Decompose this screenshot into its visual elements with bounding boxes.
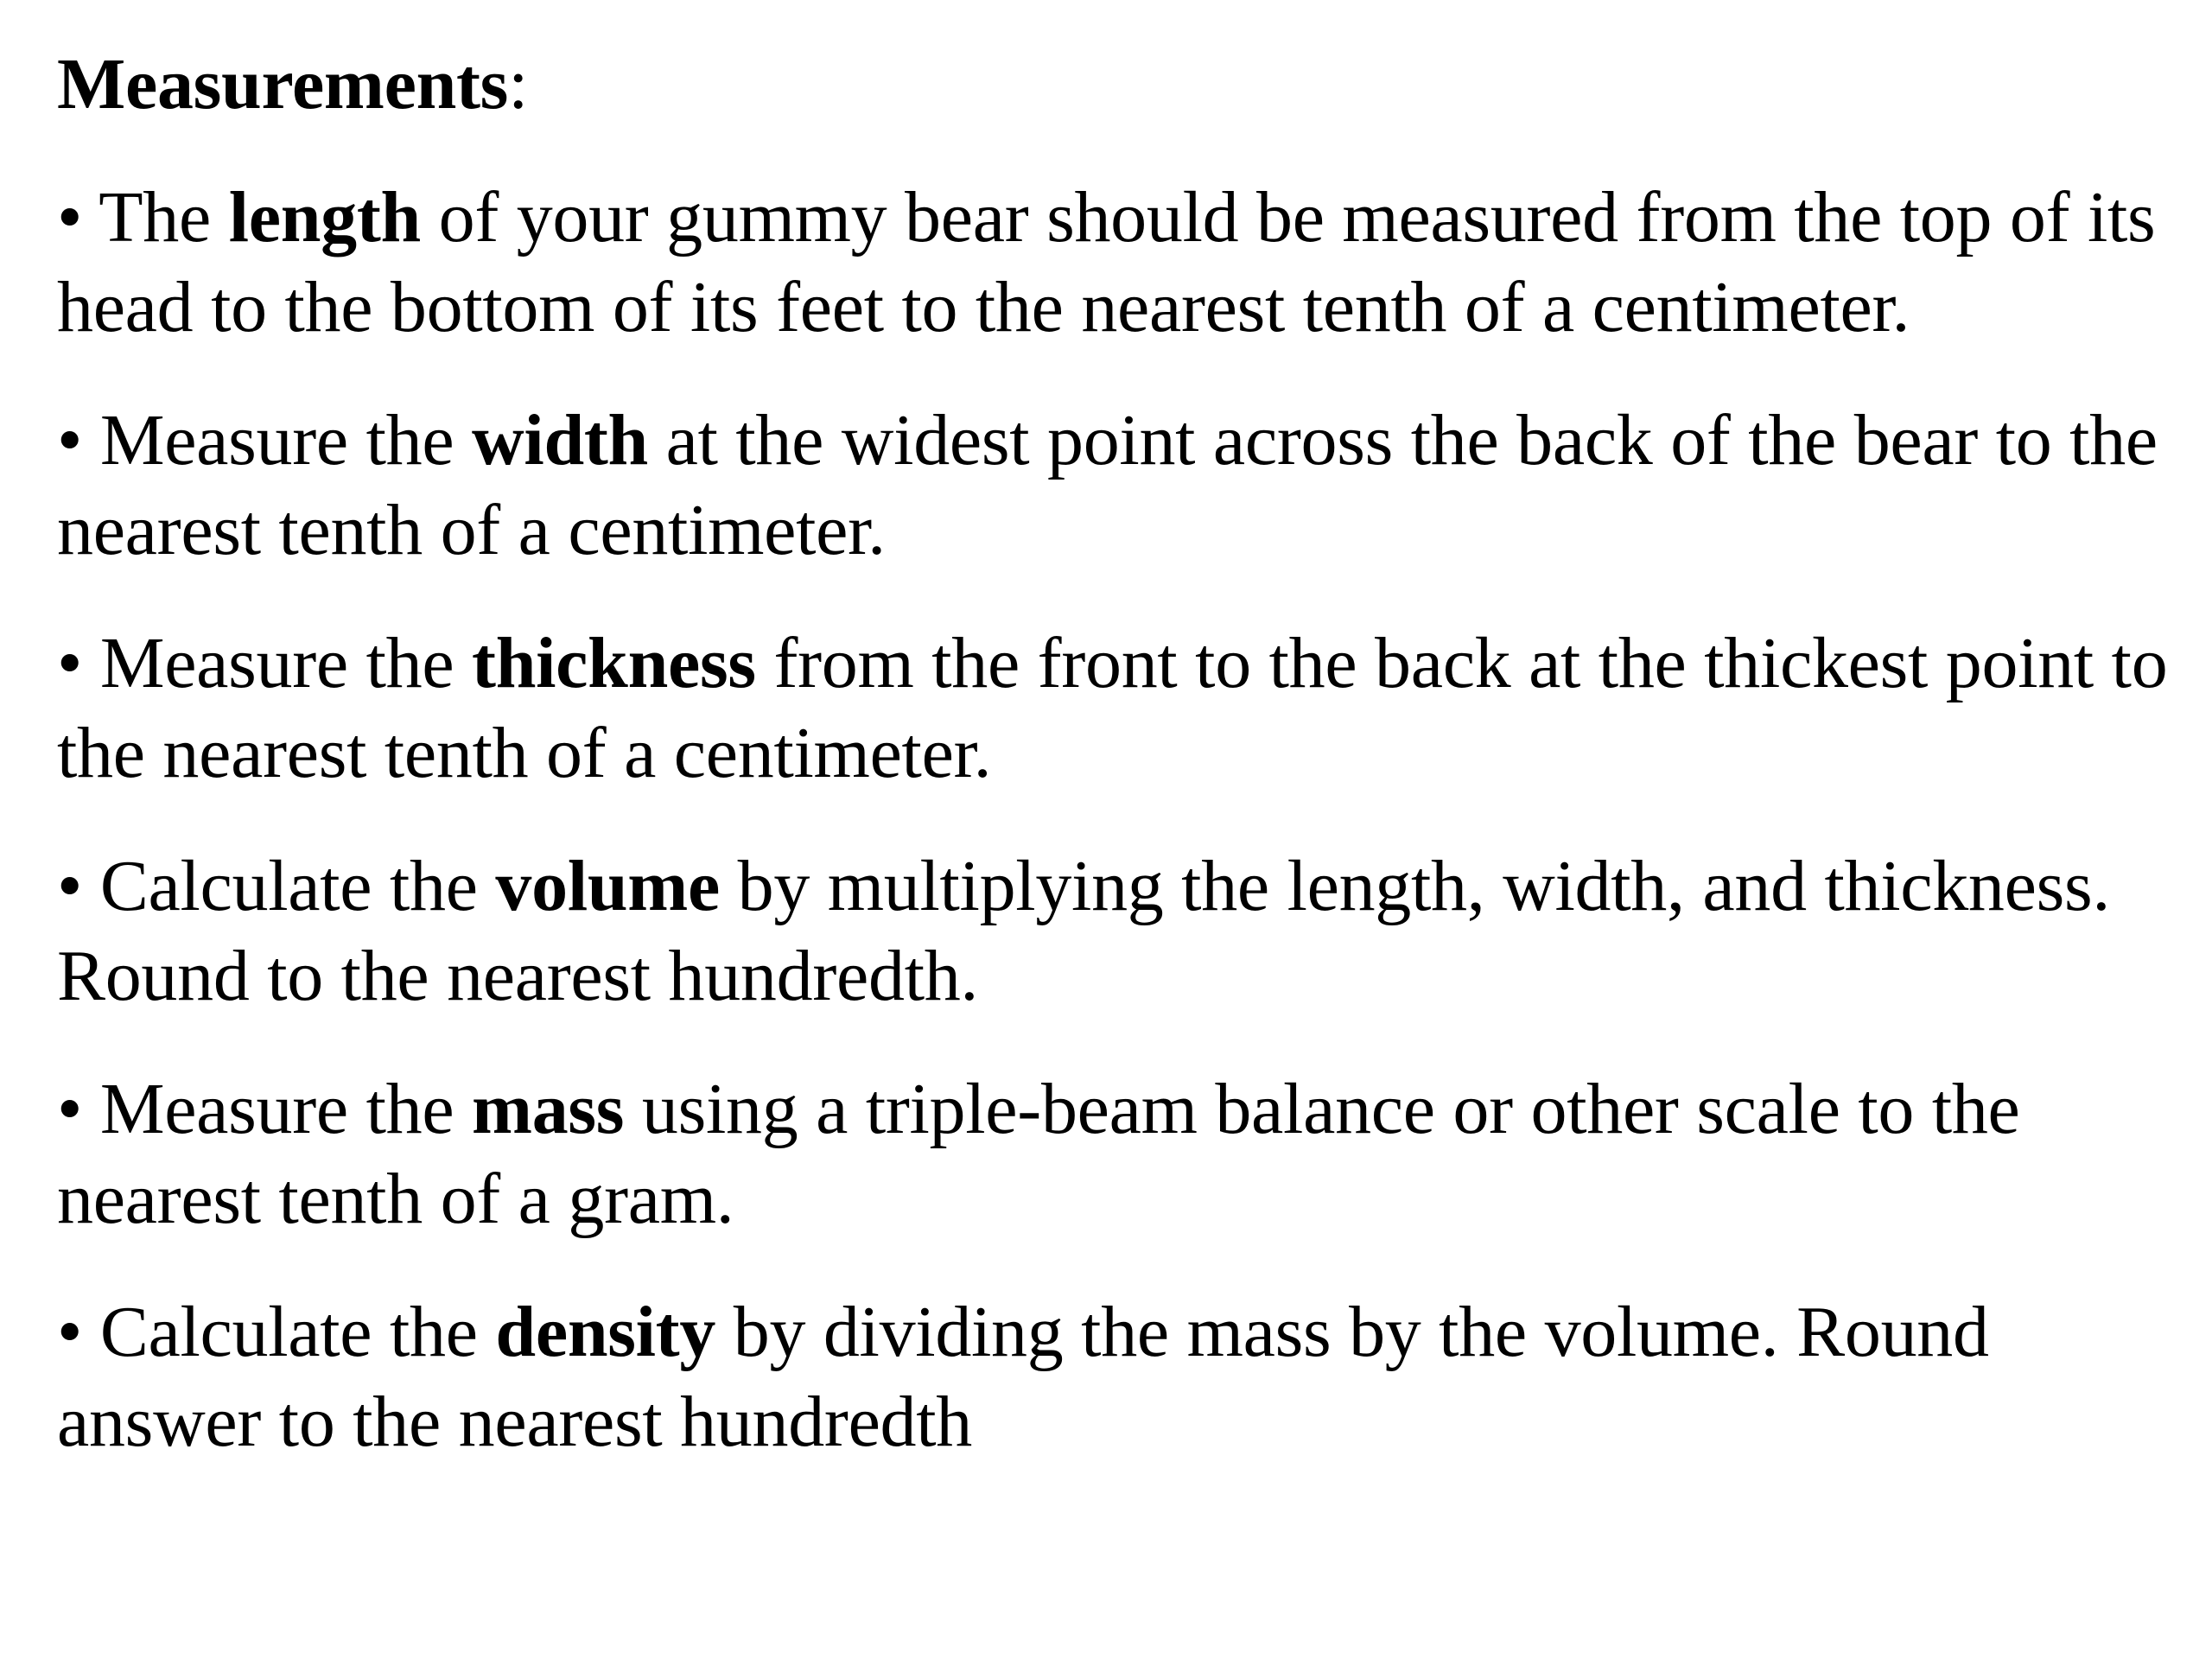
list-item-text: The xyxy=(99,177,229,257)
list-item-text: Calculate the xyxy=(99,846,496,926)
list-item-text: from the front to the back at the thickest point to the nearest tenth of a centimeter. xyxy=(57,623,2168,793)
bullet-marker: • xyxy=(57,400,83,480)
list-item-text: of your gummy bear should be measured from the top of its head to the bottom of its feet to the nearest tenth of a centimeter. xyxy=(57,177,2156,347)
list-item-width xyxy=(57,396,2200,575)
keyword-thickness: thickness xyxy=(472,623,756,703)
measurement-list xyxy=(57,173,2200,1467)
bullet-marker: • xyxy=(57,177,83,257)
list-item-density xyxy=(57,1287,2200,1467)
list-item-text: Calculate the xyxy=(99,1292,496,1372)
list-item-text: Measure the xyxy=(99,1069,473,1149)
list-item-text: by multiplying the length, width, and thickness. Round to the nearest hundredth. xyxy=(57,846,2111,1016)
bullet-marker: • xyxy=(57,846,83,926)
keyword-width: width xyxy=(472,400,648,480)
list-item-volume xyxy=(57,842,2200,1021)
bullet-marker: • xyxy=(57,623,83,703)
keyword-length: length xyxy=(228,177,421,257)
list-item-text: by dividing the mass by the volume. Round answer to the nearest hundredth xyxy=(57,1292,1989,1462)
keyword-volume: volume xyxy=(495,846,720,926)
list-item-text: using a triple-beam balance or other scale to the nearest tenth of a gram. xyxy=(57,1069,2020,1239)
list-item-text: Measure the xyxy=(99,623,473,703)
list-item-text: Measure the xyxy=(99,400,473,480)
keyword-density: density xyxy=(495,1292,716,1372)
list-item-mass xyxy=(57,1065,2200,1244)
keyword-mass: mass xyxy=(472,1069,625,1149)
bullet-marker: • xyxy=(57,1069,83,1149)
heading-title: Measurements xyxy=(57,44,509,124)
list-item-length xyxy=(57,173,2200,353)
list-item-text: at the widest point across the back of the bear to the nearest tenth of a centimeter. xyxy=(57,400,2158,570)
list-item-thickness xyxy=(57,619,2200,798)
heading xyxy=(57,40,2200,130)
bullet-marker: • xyxy=(57,1292,83,1372)
heading-colon: : xyxy=(508,44,529,124)
slide-content xyxy=(57,40,2200,1510)
